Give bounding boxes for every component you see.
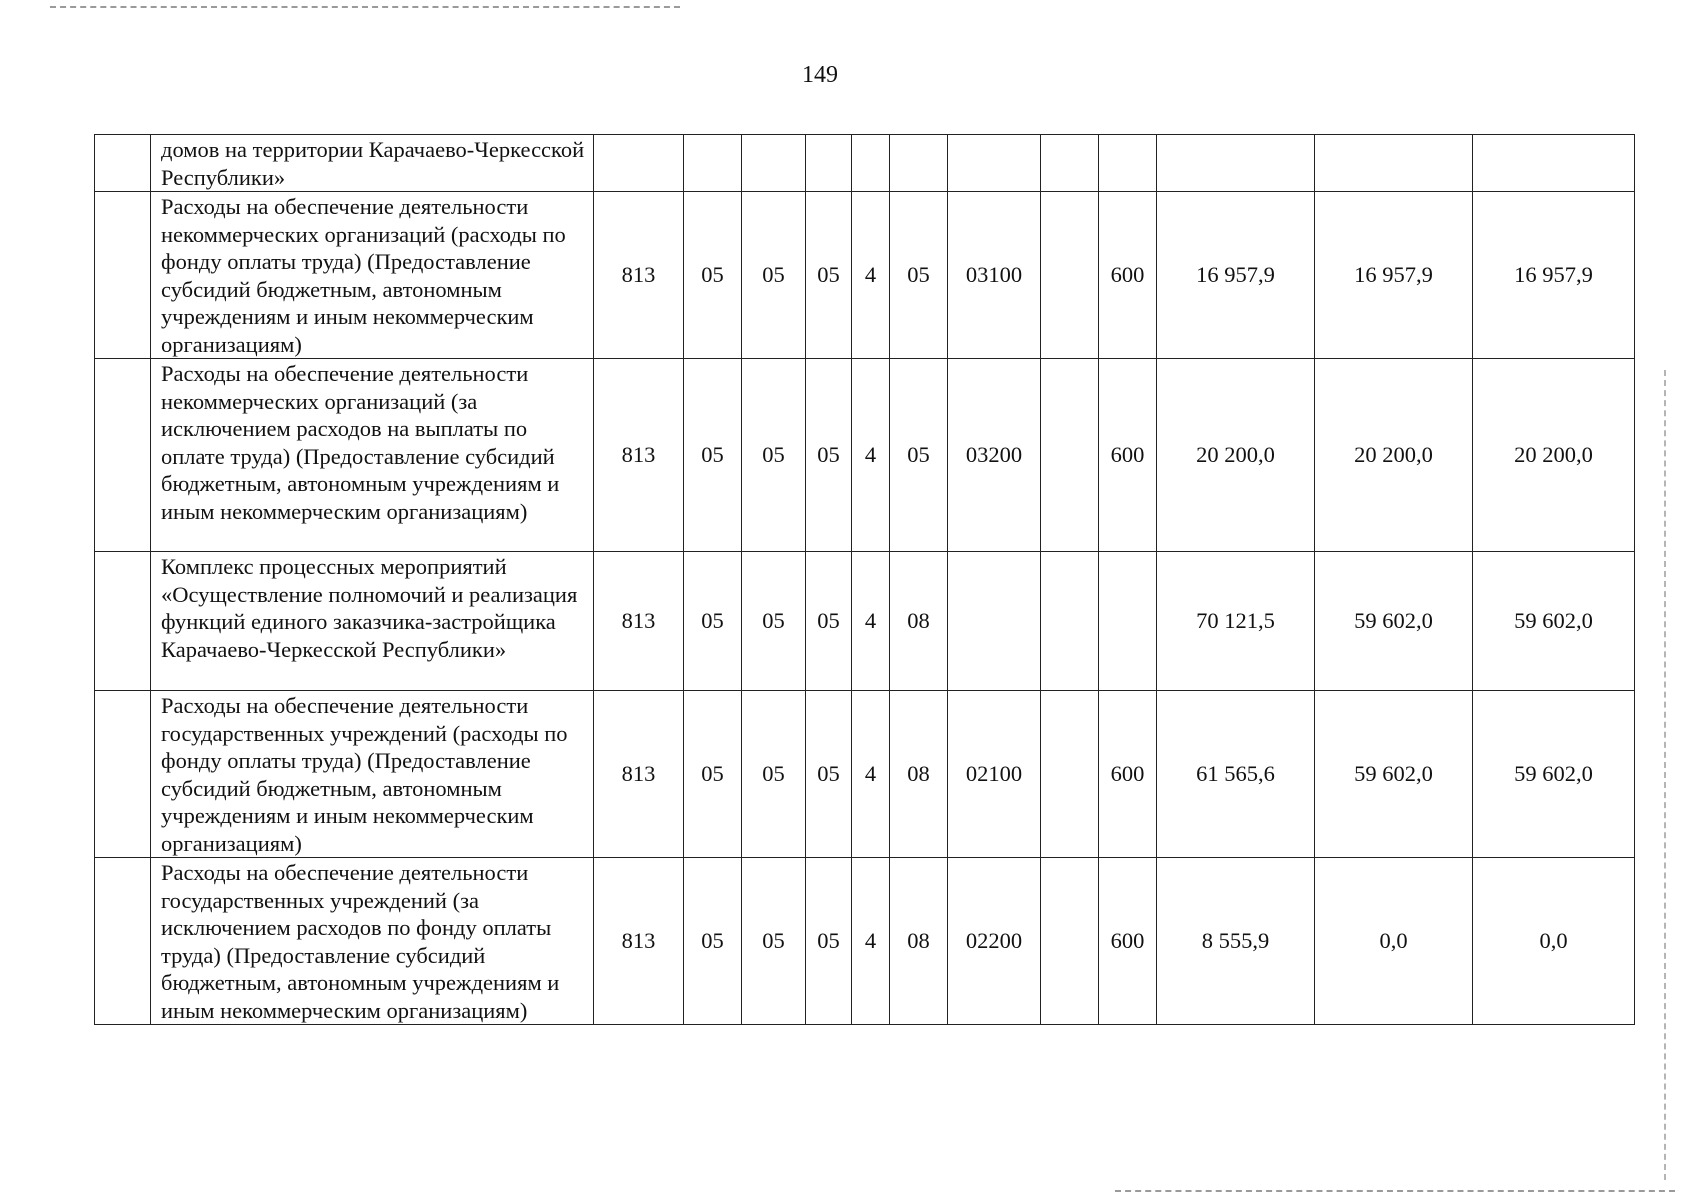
amount-year-2-cell: 0,0 bbox=[1315, 858, 1473, 1025]
subprogram-code-cell: 4 bbox=[852, 359, 890, 552]
section-code-cell bbox=[684, 135, 742, 192]
activity-code-cell bbox=[890, 135, 948, 192]
table-row bbox=[95, 858, 1635, 1025]
direction-code-cell: 03100 bbox=[948, 192, 1041, 359]
row-number-cell bbox=[95, 192, 151, 359]
row-number-cell bbox=[95, 359, 151, 552]
grbs-code-cell: 813 bbox=[594, 858, 684, 1025]
program-code-cell: 05 bbox=[806, 691, 852, 858]
grbs-code-cell: 813 bbox=[594, 552, 684, 691]
direction-code-cell bbox=[948, 135, 1041, 192]
subprogram-code-cell: 4 bbox=[852, 691, 890, 858]
amount-year-1-cell: 8 555,9 bbox=[1157, 858, 1315, 1025]
page-number: 149 bbox=[802, 62, 838, 88]
direction-code-cell: 02100 bbox=[948, 691, 1041, 858]
subprogram-code-cell: 4 bbox=[852, 858, 890, 1025]
subprogram-code-cell: 4 bbox=[852, 192, 890, 359]
subsection-code-cell: 05 bbox=[742, 552, 806, 691]
amount-year-2-cell: 59 602,0 bbox=[1315, 691, 1473, 858]
description-cell: Комплекс процессных мероприятий «Осуществление полномочий и реализация функций единого заказчика-застройщика Карачаево-Черкесской Республики» bbox=[151, 552, 594, 691]
subsection-code-cell bbox=[742, 135, 806, 192]
amount-year-3-cell: 16 957,9 bbox=[1473, 192, 1635, 359]
subprogram-code-cell: 4 bbox=[852, 552, 890, 691]
section-code-cell: 05 bbox=[684, 691, 742, 858]
extra-code-cell bbox=[1041, 858, 1099, 1025]
table-row bbox=[95, 135, 1635, 192]
grbs-code-cell: 813 bbox=[594, 192, 684, 359]
program-code-cell: 05 bbox=[806, 858, 852, 1025]
description-cell: домов на территории Карачаево-Черкесской Республики» bbox=[151, 135, 594, 192]
subprogram-code-cell bbox=[852, 135, 890, 192]
amount-year-3-cell: 59 602,0 bbox=[1473, 691, 1635, 858]
extra-code-cell bbox=[1041, 192, 1099, 359]
scan-artifact-bottom bbox=[1115, 1190, 1675, 1192]
amount-year-2-cell: 59 602,0 bbox=[1315, 552, 1473, 691]
direction-code-cell bbox=[948, 552, 1041, 691]
expense-type-cell bbox=[1099, 552, 1157, 691]
subsection-code-cell: 05 bbox=[742, 858, 806, 1025]
direction-code-cell: 03200 bbox=[948, 359, 1041, 552]
table-row bbox=[95, 691, 1635, 858]
program-code-cell bbox=[806, 135, 852, 192]
description-cell: Расходы на обеспечение деятельности некоммерческих организаций (за исключением расходов на выплаты по оплате труда) (Предоставление субсидий бюджетным, автономным учреждениям и иным некоммерческим организациям) bbox=[151, 359, 594, 552]
description-cell: Расходы на обеспечение деятельности государственных учреждений (расходы по фонду оплаты труда) (Предоставление субсидий бюджетным, автономным учреждениям и иным некоммерческим организациям) bbox=[151, 691, 594, 858]
amount-year-1-cell bbox=[1157, 135, 1315, 192]
scan-artifact-top bbox=[50, 6, 680, 8]
expense-type-cell: 600 bbox=[1099, 192, 1157, 359]
extra-code-cell bbox=[1041, 359, 1099, 552]
expense-type-cell: 600 bbox=[1099, 691, 1157, 858]
amount-year-2-cell: 16 957,9 bbox=[1315, 192, 1473, 359]
activity-code-cell: 08 bbox=[890, 691, 948, 858]
table-row bbox=[95, 359, 1635, 552]
amount-year-1-cell: 61 565,6 bbox=[1157, 691, 1315, 858]
extra-code-cell bbox=[1041, 552, 1099, 691]
subsection-code-cell: 05 bbox=[742, 359, 806, 552]
extra-code-cell bbox=[1041, 135, 1099, 192]
program-code-cell: 05 bbox=[806, 359, 852, 552]
amount-year-2-cell bbox=[1315, 135, 1473, 192]
expense-type-cell: 600 bbox=[1099, 858, 1157, 1025]
section-code-cell: 05 bbox=[684, 359, 742, 552]
program-code-cell: 05 bbox=[806, 552, 852, 691]
subsection-code-cell: 05 bbox=[742, 691, 806, 858]
activity-code-cell: 08 bbox=[890, 552, 948, 691]
amount-year-2-cell: 20 200,0 bbox=[1315, 359, 1473, 552]
section-code-cell: 05 bbox=[684, 552, 742, 691]
amount-year-3-cell: 59 602,0 bbox=[1473, 552, 1635, 691]
expense-type-cell: 600 bbox=[1099, 359, 1157, 552]
direction-code-cell: 02200 bbox=[948, 858, 1041, 1025]
amount-year-3-cell bbox=[1473, 135, 1635, 192]
row-number-cell bbox=[95, 135, 151, 192]
row-number-cell bbox=[95, 552, 151, 691]
amount-year-3-cell: 20 200,0 bbox=[1473, 359, 1635, 552]
scan-artifact-right-edge bbox=[1664, 370, 1666, 1180]
section-code-cell: 05 bbox=[684, 192, 742, 359]
subsection-code-cell: 05 bbox=[742, 192, 806, 359]
description-cell: Расходы на обеспечение деятельности государственных учреждений (за исключением расходов по фонду оплаты труда) (Предоставление субсидий бюджетным, автономным учреждениям и иным некоммерческим организациям) bbox=[151, 858, 594, 1025]
amount-year-1-cell: 16 957,9 bbox=[1157, 192, 1315, 359]
extra-code-cell bbox=[1041, 691, 1099, 858]
activity-code-cell: 05 bbox=[890, 192, 948, 359]
amount-year-3-cell: 0,0 bbox=[1473, 858, 1635, 1025]
row-number-cell bbox=[95, 691, 151, 858]
activity-code-cell: 05 bbox=[890, 359, 948, 552]
table-row bbox=[95, 192, 1635, 359]
activity-code-cell: 08 bbox=[890, 858, 948, 1025]
row-number-cell bbox=[95, 858, 151, 1025]
program-code-cell: 05 bbox=[806, 192, 852, 359]
grbs-code-cell bbox=[594, 135, 684, 192]
grbs-code-cell: 813 bbox=[594, 359, 684, 552]
grbs-code-cell: 813 bbox=[594, 691, 684, 858]
description-cell: Расходы на обеспечение деятельности некоммерческих организаций (расходы по фонду оплаты труда) (Предоставление субсидий бюджетным, автономным учреждениям и иным некоммерческим организациям) bbox=[151, 192, 594, 359]
table-row bbox=[95, 552, 1635, 691]
amount-year-1-cell: 20 200,0 bbox=[1157, 359, 1315, 552]
expense-type-cell bbox=[1099, 135, 1157, 192]
amount-year-1-cell: 70 121,5 bbox=[1157, 552, 1315, 691]
section-code-cell: 05 bbox=[684, 858, 742, 1025]
budget-table bbox=[94, 134, 1635, 1025]
